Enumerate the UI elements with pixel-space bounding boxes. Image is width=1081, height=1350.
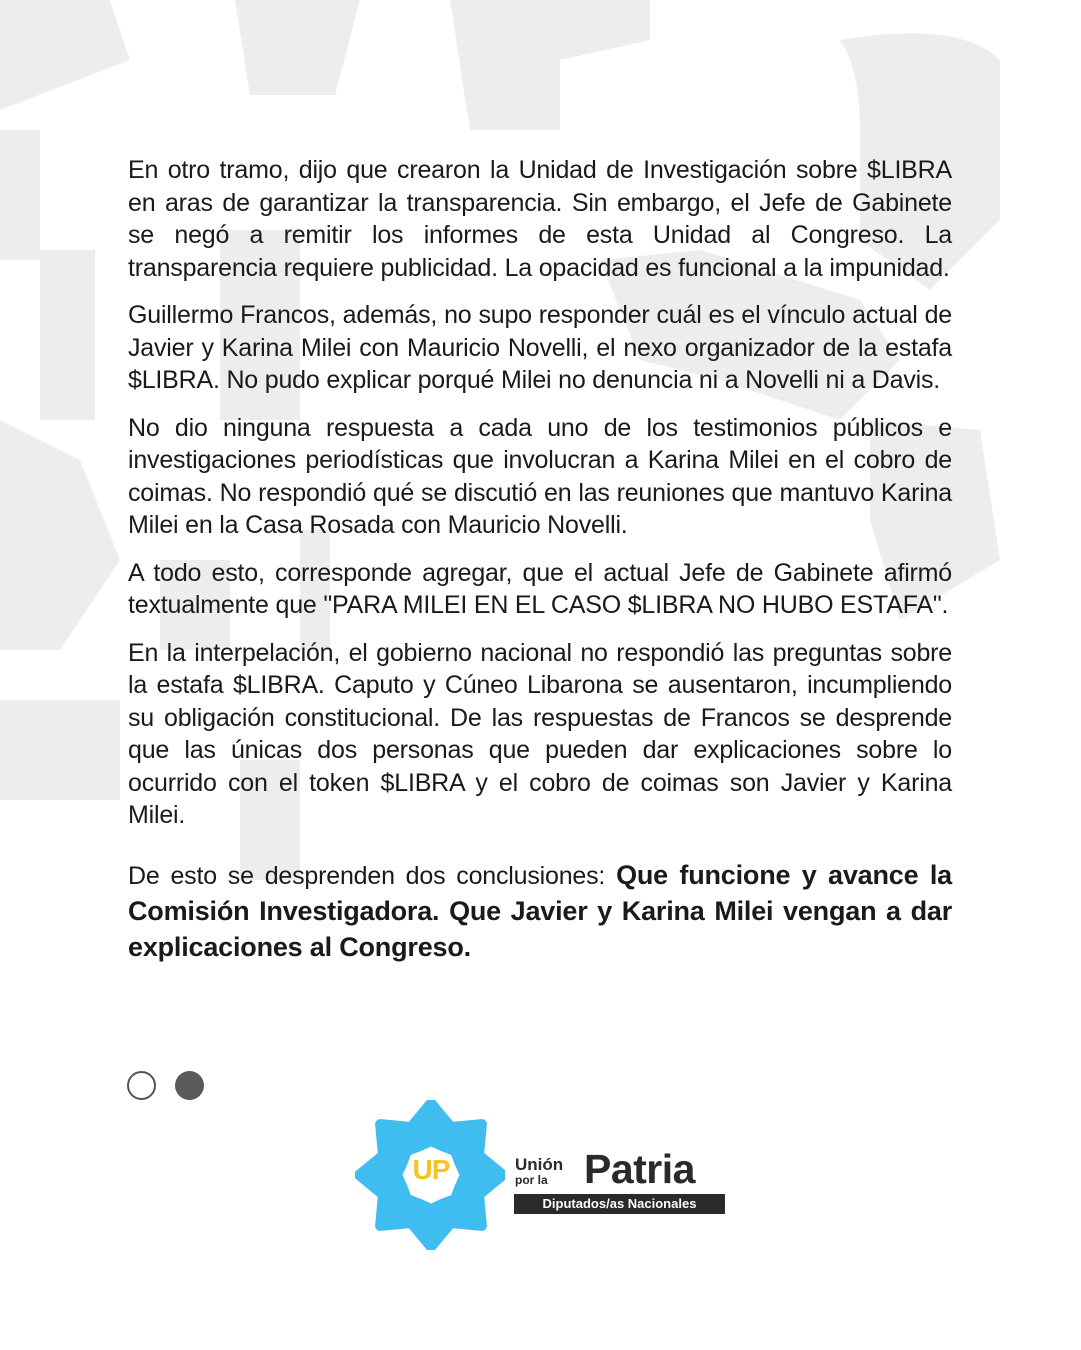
article-body <box>128 154 952 981</box>
paragraph-no-hubo-estafa: A todo esto, corresponde agregar, que el actual Jefe de Gabinete afirmó textualmente que "PARA MILEI EN EL CASO $LIBRA NO HUBO ESTAFA". <box>128 558 952 619</box>
carousel-indicator <box>127 1071 204 1100</box>
paragraph-francos-novelli: Guillermo Francos, además, no supo responder cuál es el vínculo actual de Javier y Karina Milei con Mauricio Novelli, el nexo organizador de la estafa $LIBRA. No pudo explicar porqué Milei no denuncia ni a Novelli ni a Davis. <box>128 301 952 394</box>
logo-union: Unión <box>515 1155 564 1174</box>
paragraph-interpelacion: En la interpelación, el gobierno nacional no respondió las preguntas sobre la estafa $LIBRA. Caputo y Cúneo Libarona se ausentaron, incumpliendo su obligación constitucional. De las respuestas de Francos se desprende que las únicas dos personas que pueden dar explicaciones sobre lo ocurrido con el token $LIBRA y el cobro de coimas son Javier y Karina Milei. <box>128 638 952 829</box>
emblem-initials: UP <box>412 1154 450 1185</box>
logo-por-la: por la <box>515 1173 548 1187</box>
union-por-la-patria-logo <box>355 1100 735 1250</box>
carousel-dot-1[interactable] <box>127 1071 156 1100</box>
conclusion-bold: Que funcione y avance la Comisión Investigadora. Que Javier y Karina Milei vengan a dar explicaciones al Congreso. <box>128 859 952 962</box>
paragraph-unidad-investigacion: En otro tramo, dijo que crearon la Unidad de Investigación sobre $LIBRA en aras de garantizar la transparencia. Sin embargo, el Jefe de Gabinete se negó a remitir los informes de esta Unidad al Congreso. La transparencia requiere publicidad. La opacidad es funcional a la impunidad. <box>128 156 952 282</box>
logo-patria: Patria <box>584 1146 695 1192</box>
paragraph-conclusion <box>128 858 952 966</box>
logo-subtitle: Diputados/as Nacionales <box>514 1194 725 1214</box>
carousel-dot-2-active[interactable] <box>175 1071 204 1100</box>
conclusion-intro: De esto se desprenden dos conclusiones: <box>128 861 617 890</box>
paragraph-testimonios: No dio ninguna respuesta a cada uno de los testimonios públicos e investigaciones periodísticas que involucran a Karina Milei en el cobro de coimas. No respondió qué se discutió en las reuniones que mantuvo Karina Milei en la Casa Rosada con Mauricio Novelli. <box>128 413 952 539</box>
